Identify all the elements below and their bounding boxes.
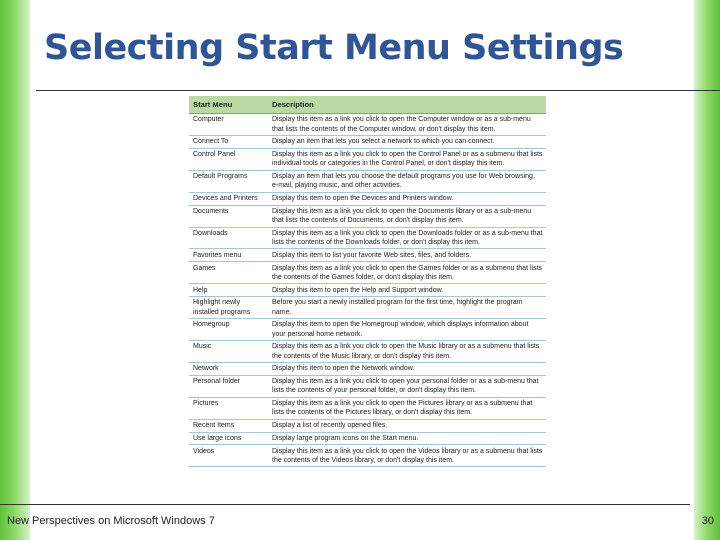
table-row [189,227,546,249]
slide-title: Selecting Start Menu Settings [44,28,624,68]
setting-name: Personal folder [189,375,268,397]
setting-name: Documents [189,205,268,227]
setting-name: Videos [189,445,268,467]
table-row [189,284,546,297]
setting-description: Display this item as a link you click to open the Documents library or as a sub-menu that lists the contents of Documents, or don't display this item. [268,205,546,227]
table-row [189,192,546,205]
column-header-start-menu: Start Menu [189,96,268,114]
table-row [189,419,546,432]
setting-description: Display this item to open the Devices and Printers window. [268,192,546,205]
setting-name: Default Programs [189,170,268,192]
table-body [189,114,546,467]
page-number: 30 [701,515,714,527]
table-row [189,375,546,397]
title-divider [36,90,720,91]
table-row [189,297,546,319]
setting-description: Display an item that lets you select a network to which you can connect. [268,135,546,148]
table-row [189,432,546,445]
table-row [189,341,546,363]
setting-description: Display this item to open the Homegroup window, which displays information about your personal home network. [268,319,546,341]
table-row [189,148,546,170]
setting-name: Games [189,262,268,284]
table-row [189,362,546,375]
setting-description: Display this item as a link you click to open the Games folder or as a submenu that lists the contents of the Games folder, or don't display this item. [268,262,546,284]
table-header-row [189,96,546,114]
setting-description: Display a list of recently opened files. [268,419,546,432]
table-row [189,397,546,419]
setting-name: Downloads [189,227,268,249]
table-row [189,135,546,148]
setting-description: Before you start a newly installed program for the first time, highlight the program name. [268,297,546,319]
setting-name: Connect To [189,135,268,148]
start-menu-settings-table [189,96,546,467]
setting-description: Display this item as a link you click to open the Music library or as a submenu that lists the contents of the Music library, or don't display this item. [268,341,546,363]
setting-description: Display this item as a link you click to open the Computer window or as a sub-menu that lists the contents of the Computer window, or don't display this item. [268,114,546,136]
setting-name: Homegroup [189,319,268,341]
setting-name: Music [189,341,268,363]
table-row [189,319,546,341]
footer-divider [0,504,690,505]
setting-name: Help [189,284,268,297]
table-row [189,249,546,262]
setting-name: Control Panel [189,148,268,170]
setting-name: Computer [189,114,268,136]
left-accent-bar [0,0,30,540]
settings-table-container [189,96,546,467]
table-row [189,170,546,192]
setting-description: Display this item to list your favorite Web sites, files, and folders. [268,249,546,262]
table-row [189,205,546,227]
setting-name: Network [189,362,268,375]
setting-description: Display an item that lets you choose the default programs you use for Web browsing, e-mail, playing music, and other activities. [268,170,546,192]
setting-description: Display this item as a link you click to open the Pictures library or as a submenu that lists the contents of the Pictures library, or don't display this item. [268,397,546,419]
setting-description: Display this item as a link you click to open the Control Panel or as a submenu that lists individual tools or categories in the Control Panel, or don't display this item. [268,148,546,170]
right-accent-bar [694,0,720,540]
setting-description: Display this item as a link you click to open the Videos library or as a submenu that lists the contents of the Videos library, or don't display this item. [268,445,546,467]
setting-name: Devices and Printers [189,192,268,205]
footer-text: New Perspectives on Microsoft Windows 7 [7,515,215,527]
setting-description: Display this item to open the Help and Support window. [268,284,546,297]
table-row [189,262,546,284]
setting-name: Recent Items [189,419,268,432]
setting-description: Display large program icons on the Start menu. [268,432,546,445]
table-row [189,445,546,467]
setting-name: Use large icons [189,432,268,445]
setting-description: Display this item to open the Network window. [268,362,546,375]
setting-name: Highlight newly installed programs [189,297,268,319]
column-header-description: Description [268,96,546,114]
setting-description: Display this item as a link you click to open your personal folder or as a sub-menu that lists the contents of your personal folder, or don't display this item. [268,375,546,397]
setting-description: Display this item as a link you click to open the Downloads folder or as a sub-menu that lists the contents of the Downloads folder, or don't display this item. [268,227,546,249]
setting-name: Pictures [189,397,268,419]
table-row [189,114,546,136]
setting-name: Favorites menu [189,249,268,262]
